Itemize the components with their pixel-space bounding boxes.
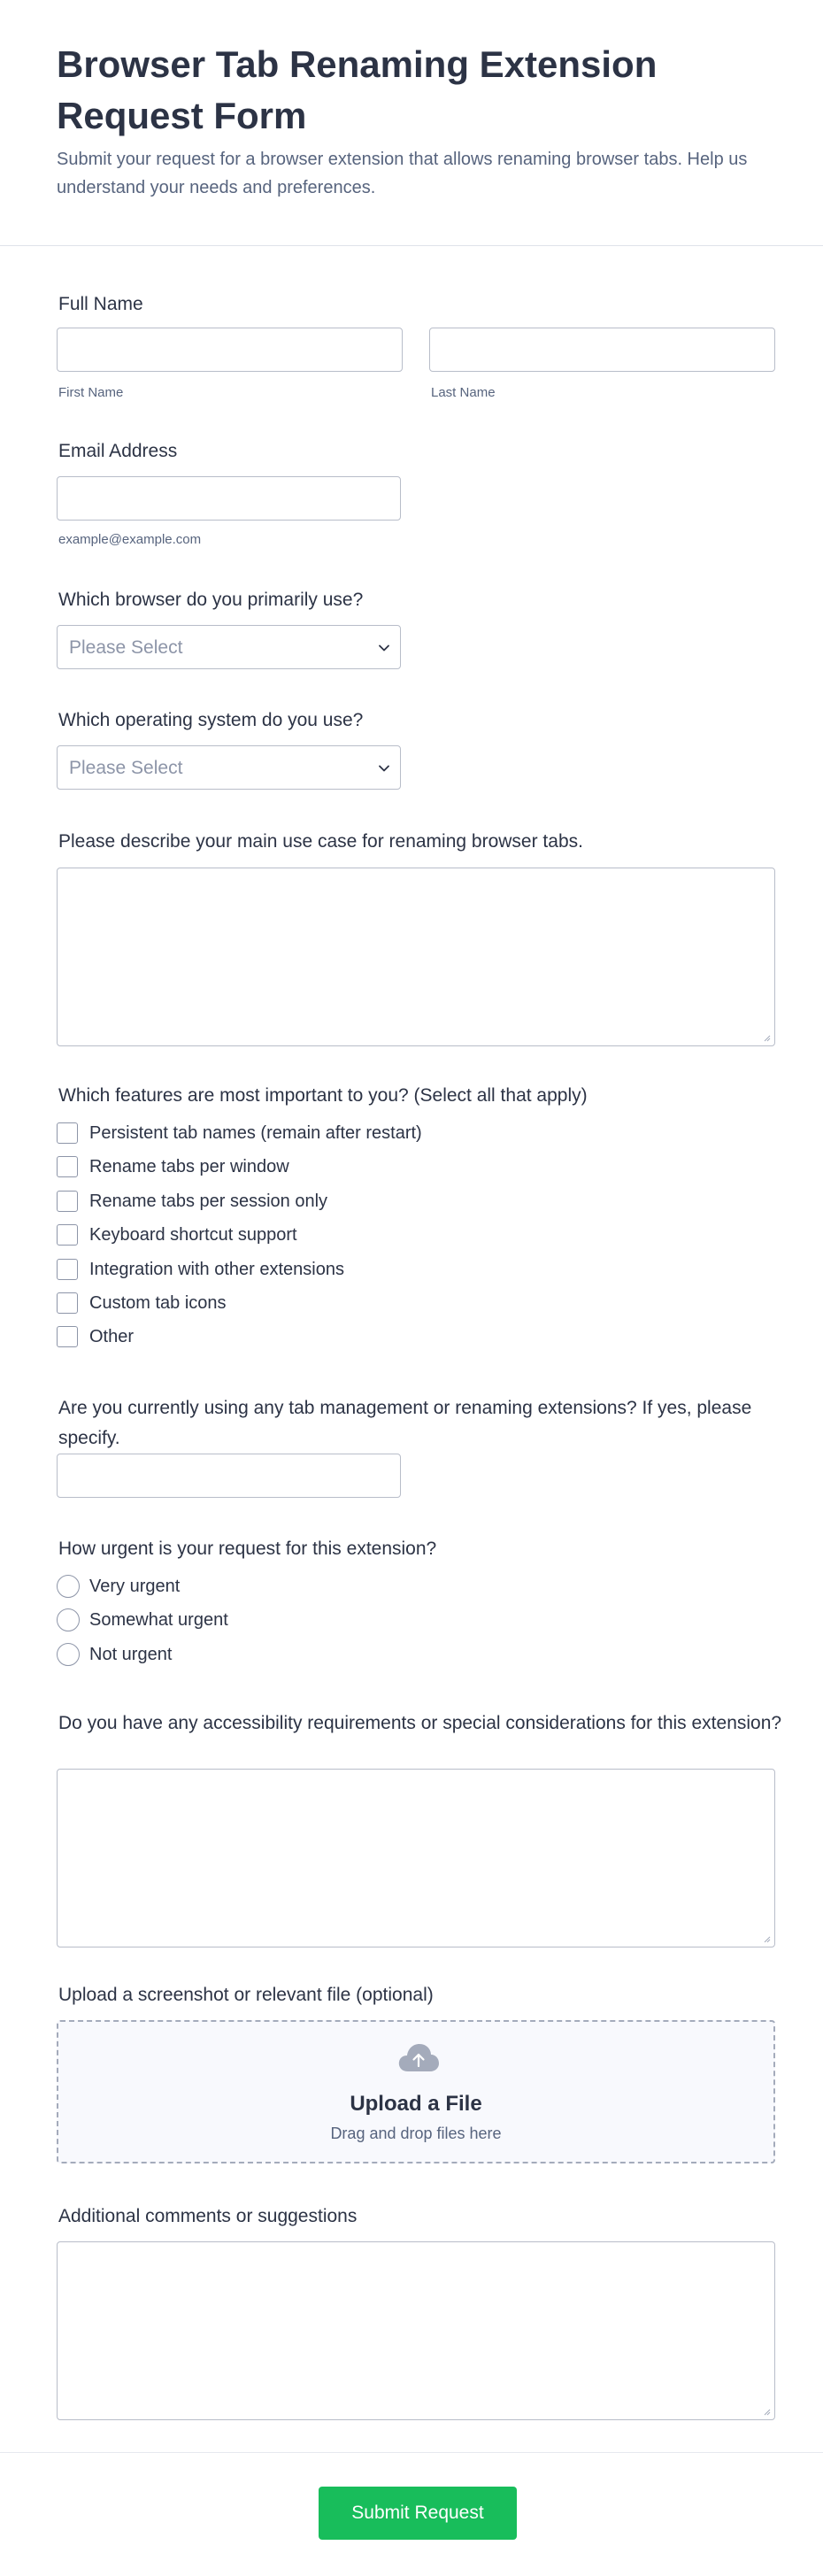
feature-option-label: Integration with other extensions bbox=[89, 1260, 344, 1279]
file-upload-dropzone[interactable] bbox=[57, 2020, 775, 2163]
page-subtitle: Submit your request for a browser extension that allows renaming browser tabs. Help us understand your needs and preferences. bbox=[57, 150, 748, 197]
feature-option[interactable] bbox=[57, 1291, 676, 1315]
urgency-option[interactable] bbox=[57, 1574, 676, 1599]
request-form bbox=[0, 246, 823, 2441]
os-select[interactable] bbox=[57, 745, 401, 790]
radio-button[interactable] bbox=[57, 1608, 80, 1631]
email-sublabel: example@example.com bbox=[58, 532, 202, 547]
submit-button[interactable]: Submit Request bbox=[319, 2487, 517, 2540]
use-case-textarea[interactable] bbox=[57, 868, 775, 1046]
os-label: Which operating system do you use? bbox=[58, 710, 364, 730]
checkbox[interactable] bbox=[57, 1224, 78, 1246]
feature-option[interactable] bbox=[57, 1324, 676, 1349]
feature-option-label: Custom tab icons bbox=[89, 1293, 227, 1313]
urgency-option[interactable] bbox=[57, 1642, 676, 1667]
comments-label: Additional comments or suggestions bbox=[58, 2206, 358, 2226]
upload-subtitle: Drag and drop files here bbox=[330, 2125, 502, 2142]
full-name-label: Full Name bbox=[58, 294, 143, 314]
comments-textarea[interactable] bbox=[57, 2241, 775, 2420]
checkbox[interactable] bbox=[57, 1191, 78, 1212]
last-name-sublabel: Last Name bbox=[431, 385, 496, 400]
current-extensions-input[interactable] bbox=[57, 1454, 401, 1498]
features-label: Which features are most important to you? (Select all that apply) bbox=[58, 1085, 588, 1106]
cloud-upload-icon bbox=[397, 2041, 440, 2073]
checkbox[interactable] bbox=[57, 1259, 78, 1280]
chevron-down-icon bbox=[377, 761, 391, 775]
urgency-option-label: Very urgent bbox=[89, 1577, 181, 1596]
resize-grip-icon[interactable] bbox=[762, 2407, 771, 2416]
feature-option-label: Other bbox=[89, 1327, 135, 1346]
upload-title: Upload a File bbox=[350, 2092, 482, 2116]
feature-option[interactable] bbox=[57, 1189, 676, 1214]
feature-option-label: Rename tabs per session only bbox=[89, 1192, 328, 1211]
checkbox[interactable] bbox=[57, 1156, 78, 1177]
form-footer bbox=[0, 2452, 823, 2576]
checkbox[interactable] bbox=[57, 1122, 78, 1144]
feature-option[interactable] bbox=[57, 1257, 676, 1282]
feature-option[interactable] bbox=[57, 1121, 676, 1145]
browser-select-value: Please Select bbox=[69, 637, 183, 658]
browser-label: Which browser do you primarily use? bbox=[58, 590, 364, 610]
upload-label: Upload a screenshot or relevant file (optional) bbox=[58, 1985, 434, 2005]
accessibility-label: Do you have any accessibility requirements or special considerations for this extension? bbox=[58, 1713, 782, 1733]
accessibility-textarea[interactable] bbox=[57, 1769, 775, 1947]
feature-option[interactable] bbox=[57, 1154, 676, 1179]
first-name-input[interactable] bbox=[57, 328, 403, 372]
resize-grip-icon[interactable] bbox=[762, 1934, 771, 1943]
last-name-input[interactable] bbox=[429, 328, 775, 372]
checkbox[interactable] bbox=[57, 1292, 78, 1314]
os-select-value: Please Select bbox=[69, 758, 183, 778]
urgency-option-label: Not urgent bbox=[89, 1645, 173, 1664]
feature-option[interactable] bbox=[57, 1222, 676, 1247]
email-input[interactable] bbox=[57, 476, 401, 521]
first-name-sublabel: First Name bbox=[58, 385, 124, 400]
urgency-option[interactable] bbox=[57, 1608, 676, 1632]
feature-option-label: Persistent tab names (remain after restart) bbox=[89, 1123, 422, 1143]
email-label: Email Address bbox=[58, 441, 178, 461]
current-extensions-label: Are you currently using any tab management or renaming extensions? If yes, please specify. bbox=[58, 1398, 752, 1448]
radio-button[interactable] bbox=[57, 1643, 80, 1666]
resize-grip-icon[interactable] bbox=[762, 1033, 771, 1042]
feature-option-label: Rename tabs per window bbox=[89, 1157, 289, 1176]
use-case-label: Please describe your main use case for renaming browser tabs. bbox=[58, 831, 583, 852]
feature-option-label: Keyboard shortcut support bbox=[89, 1225, 297, 1245]
page-title: Browser Tab Renaming Extension Request Form bbox=[57, 43, 658, 136]
checkbox[interactable] bbox=[57, 1326, 78, 1347]
form-header bbox=[0, 0, 823, 246]
urgency-option-label: Somewhat urgent bbox=[89, 1610, 228, 1630]
browser-select[interactable] bbox=[57, 625, 401, 669]
urgency-label: How urgent is your request for this extension? bbox=[58, 1539, 437, 1559]
radio-button[interactable] bbox=[57, 1575, 80, 1598]
chevron-down-icon bbox=[377, 641, 391, 655]
